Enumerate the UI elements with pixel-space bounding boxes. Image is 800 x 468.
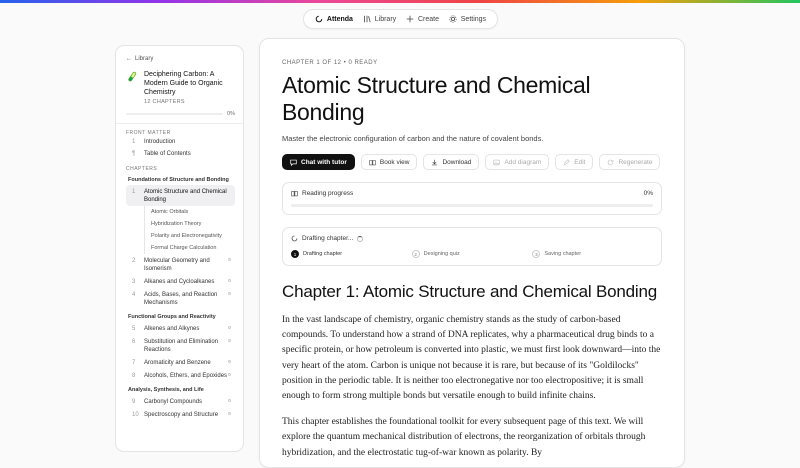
book-progress-bar	[126, 113, 223, 115]
status-dot-icon	[228, 339, 231, 342]
nav-settings-label: Settings	[460, 15, 487, 23]
top-nav	[303, 9, 498, 29]
status-dot-icon	[228, 412, 231, 415]
status-dot-icon	[228, 360, 231, 363]
test-tube-icon	[126, 71, 138, 83]
book-header	[116, 62, 243, 105]
chat-label: Chat with tutor	[301, 158, 347, 166]
chat-with-tutor-button[interactable]	[282, 154, 355, 170]
chapter-item-1[interactable]	[126, 185, 235, 206]
chapter-number: 5	[132, 325, 136, 332]
fm-number: 1	[132, 139, 136, 145]
drafting-steps	[291, 250, 653, 258]
book-view-label: Book view	[379, 158, 410, 166]
chapter-sidebar	[115, 45, 244, 452]
open-book-icon	[291, 190, 298, 197]
book-progress-pct: 0%	[227, 111, 235, 117]
status-dot-icon	[228, 399, 231, 402]
step-number: 1	[291, 250, 299, 258]
step-number: 3	[532, 250, 540, 258]
chapter-label: Molecular Geometry and Isomerism	[144, 257, 210, 272]
regenerate-button[interactable]	[599, 154, 660, 170]
section-item[interactable]: Atomic Orbitals	[144, 206, 243, 218]
gear-icon	[449, 15, 457, 23]
chapter-label: Aromaticity and Benzene	[144, 359, 211, 366]
regenerate-label: Regenerate	[618, 158, 653, 166]
chapter-item-4[interactable]	[116, 288, 235, 309]
chapter-number: 10	[132, 411, 139, 418]
drafting-status-card	[282, 227, 662, 266]
book-progress	[126, 111, 235, 117]
chapter-label: Alkenes and Alkynes	[144, 325, 200, 332]
step-number: 2	[412, 250, 420, 258]
chapter-number: 8	[132, 372, 136, 379]
status-dot-icon	[228, 373, 231, 376]
nav-create[interactable]	[406, 15, 439, 23]
step-saving	[532, 250, 653, 258]
fm-item-introduction[interactable]	[116, 136, 243, 148]
download-button[interactable]	[423, 154, 479, 170]
chapter-item-6[interactable]	[116, 335, 235, 356]
action-toolbar	[282, 154, 662, 170]
chapter-eyebrow: CHAPTER 1 OF 12 • 0 READY	[282, 60, 378, 66]
part-label: Foundations of Structure and Bonding	[128, 177, 229, 183]
section-item[interactable]: Formal Charge Calculation	[144, 242, 243, 254]
chapter-item-3[interactable]	[116, 275, 235, 288]
chapter-item-7[interactable]	[116, 356, 235, 369]
chat-icon	[290, 159, 297, 166]
book-icon	[369, 159, 376, 166]
fm-item-toc[interactable]	[116, 148, 243, 160]
chapter-number: 4	[132, 291, 136, 298]
book-view-button[interactable]	[361, 154, 418, 170]
chapter-main	[259, 38, 685, 468]
chapter-number: 1	[132, 188, 136, 195]
page-title: Atomic Structure and Chemical Bonding	[282, 72, 591, 125]
download-icon	[431, 159, 438, 166]
chapter-paragraph: This chapter establishes the foundational toolkit for every subsequent page of this text. We will explore the quantum mechanical distribution of electrons, the reorganization of orbitals through hybridization, and the electrostatic tug-of-war known as polarity. By	[282, 417, 646, 458]
nav-library-label: Library	[374, 15, 397, 23]
add-diagram-button[interactable]	[485, 154, 549, 170]
edit-label: Edit	[574, 158, 586, 166]
spinner-icon	[357, 236, 363, 242]
reading-progress-label: Reading progress	[302, 190, 354, 197]
loader-icon	[291, 235, 298, 242]
nav-attenda-label: Attenda	[326, 15, 353, 23]
chapter-item-10[interactable]	[116, 408, 235, 421]
section-item[interactable]: Hybridization Theory	[144, 218, 243, 230]
status-dot-icon	[228, 258, 231, 261]
reading-progress-card	[282, 182, 662, 215]
chapter-number: 9	[132, 398, 136, 405]
step-label: Designing quiz	[423, 251, 460, 257]
chapter-label: Spectroscopy and Structure	[144, 411, 219, 418]
chapter-number: 2	[132, 257, 136, 264]
chapter-label: Substitution and Elimination Reactions	[144, 338, 219, 353]
chapter-count: 12 CHAPTERS	[144, 99, 185, 105]
chapter-number: 7	[132, 359, 136, 366]
plus-icon	[406, 15, 414, 23]
fm-label: Introduction	[144, 139, 176, 145]
chapter-item-5[interactable]	[116, 322, 235, 335]
reading-progress-bar	[291, 204, 653, 207]
chapter-label: Acids, Bases, and Reaction Mechanisms	[144, 291, 218, 306]
chapter-label: Carbonyl Compounds	[144, 398, 203, 405]
pencil-icon	[563, 159, 570, 166]
chapter-label: Atomic Structure and Chemical Bonding	[144, 188, 227, 203]
drafting-label: Drafting chapter...	[302, 235, 354, 242]
step-label: Saving chapter	[544, 251, 582, 257]
front-matter-label: FRONT MATTER	[126, 130, 171, 136]
step-drafting	[291, 250, 412, 258]
status-dot-icon	[228, 279, 231, 282]
image-icon	[493, 159, 500, 166]
book-title: Deciphering Carbon: A Modern Guide to Organic Chemistry	[144, 71, 223, 96]
spinner-icon	[315, 15, 323, 23]
step-label: Drafting chapter	[303, 251, 343, 257]
page-subtitle: Master the electronic configuration of carbon and the nature of covalent bonds.	[282, 134, 544, 143]
status-dot-icon	[228, 292, 231, 295]
fm-label: Table of Contents	[144, 151, 191, 157]
refresh-icon	[607, 159, 614, 166]
add-diagram-label: Add diagram	[504, 158, 542, 166]
chapter-label: Alkanes and Cycloalkanes	[144, 278, 215, 285]
part-label: Functional Groups and Reactivity	[128, 314, 216, 320]
back-label: Library	[135, 56, 154, 62]
status-dot-icon	[228, 326, 231, 329]
divider	[116, 123, 243, 124]
nav-library[interactable]	[363, 15, 396, 23]
nav-attenda[interactable]	[315, 15, 353, 23]
nav-settings[interactable]	[449, 15, 486, 23]
edit-button[interactable]	[555, 154, 593, 170]
chapters-label: CHAPTERS	[126, 166, 158, 172]
chapter-number: 3	[132, 278, 136, 285]
reading-progress-pct: 0%	[643, 190, 653, 197]
nav-create-label: Create	[417, 15, 439, 23]
chapter-item-9[interactable]	[116, 395, 235, 408]
accent-bar	[0, 0, 800, 3]
chapter-number: 6	[132, 338, 136, 345]
chapter-label: Alcohols, Ethers, and Epoxides	[144, 372, 228, 379]
chapter-heading: Chapter 1: Atomic Structure and Chemical Bonding	[282, 282, 657, 301]
download-label: Download	[442, 158, 472, 166]
pilcrow-icon: ¶	[132, 151, 136, 157]
part-label: Analysis, Synthesis, and Life	[128, 387, 204, 393]
library-icon	[363, 15, 371, 23]
step-quiz	[412, 250, 533, 258]
section-item[interactable]: Polarity and Electronegativity	[144, 230, 243, 242]
arrow-left-icon: ←	[126, 56, 132, 62]
chapter-paragraph: In the vast landscape of chemistry, organic chemistry stands as the study of carbon-based compounds. To understand how a strand of DNA replicates, why a pharmaceutical drug binds to a specific protein, or how petroleum is converted into plastic, we must first look downward—into the very heart of the atom. Carbon is unique not because it is rare, but because of its "Goldilocks" position in the periodic table. It is neither too electronegative nor too electropositive; it is small enough to form strong multiple bonds but versatile enough to build infinite chains.	[282, 315, 661, 402]
chapter-item-8[interactable]	[116, 369, 235, 382]
chapter-item-2[interactable]	[116, 254, 235, 275]
